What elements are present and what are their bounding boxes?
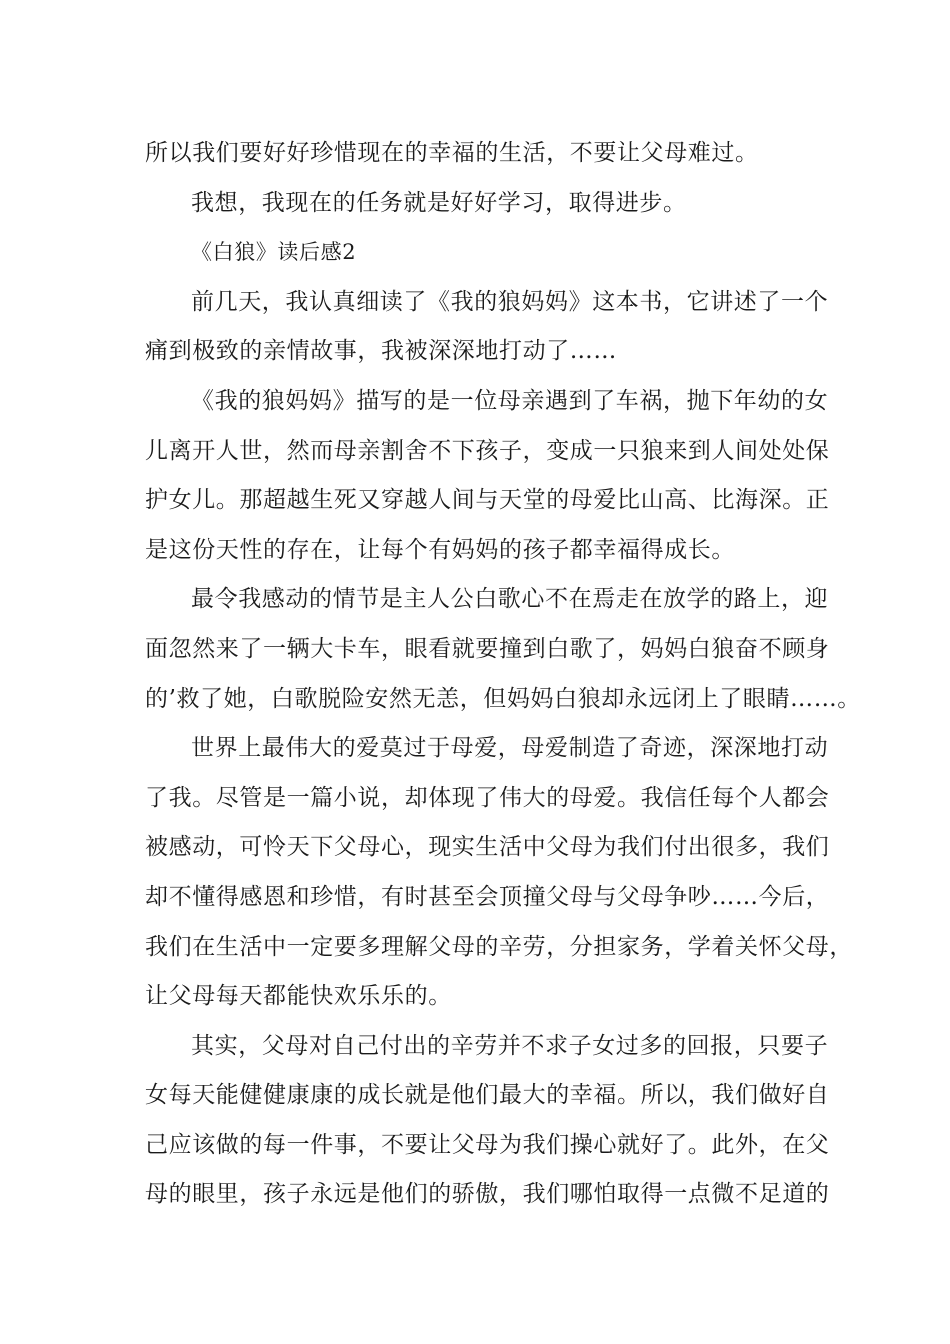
text-line: 面忽然来了一辆大卡车，眼看就要撞到白歌了，妈妈白狼奋不顾身 <box>145 635 830 662</box>
document-body <box>145 129 861 1220</box>
text-line: 是这份天性的存在，让每个有妈妈的孩子都幸福得成长。 <box>145 536 735 563</box>
section-title: 《白狼》读后感2 <box>191 240 357 265</box>
text-line: 母的眼里，孩子永远是他们的骄傲，我们哪怕取得一点微不足道的 <box>145 1181 830 1208</box>
text-line: 的’救了她，白歌脱险安然无恙，但妈妈白狼却永远闭上了眼睛……。 <box>145 685 861 712</box>
text-line: 所以我们要好好珍惜现在的幸福的生活，不要让父母难过。 <box>145 140 759 166</box>
text-line: 儿离开人世，然而母亲割舍不下孩子，变成一只狼来到人间处处保 <box>145 437 830 464</box>
text-line: 《我的狼妈妈》描写的是一位母亲遇到了车祸，抛下年幼的女 <box>191 387 829 414</box>
text-line: 让父母每天都能快欢乐乐的。 <box>145 983 452 1010</box>
text-line: 被感动，可怜天下父母心，现实生活中父母为我们付出很多，我们 <box>145 834 830 861</box>
text-line: 我们在生活中一定要多理解父母的辛劳，分担家务，学着关怀父母， <box>145 933 853 960</box>
text-line: 女每天能健健康康的成长就是他们最大的幸福。所以，我们做好自 <box>145 1082 830 1109</box>
text-line: 我想，我现在的任务就是好好学习，取得进步。 <box>191 189 687 216</box>
text-line: 世界上最伟大的爱莫过于母爱，母爱制造了奇迹，深深地打动 <box>191 735 829 762</box>
text-line: 前几天，我认真细读了《我的狼妈妈》这本书，它讲述了一个 <box>191 288 829 315</box>
text-line: 护女儿。那超越生死又穿越人间与天堂的母爱比山高、比海深。正 <box>145 487 830 514</box>
text-line: 最令我感动的情节是主人公白歌心不在焉走在放学的路上，迎 <box>191 586 829 613</box>
text-line: 己应该做的每一件事，不要让父母为我们操心就好了。此外，在父 <box>145 1131 830 1158</box>
text-line: 了我。尽管是一篇小说，却体现了伟大的母爱。我信任每个人都会 <box>145 784 830 811</box>
text-line: 却不懂得感恩和珍惜，有时甚至会顶撞父母与父母争吵……今后， <box>145 883 830 910</box>
text-line: 痛到极致的亲情故事，我被深深地打动了…… <box>145 338 617 365</box>
text-line: 其实，父母对自己付出的辛劳并不求子女过多的回报，只要子 <box>191 1032 829 1059</box>
